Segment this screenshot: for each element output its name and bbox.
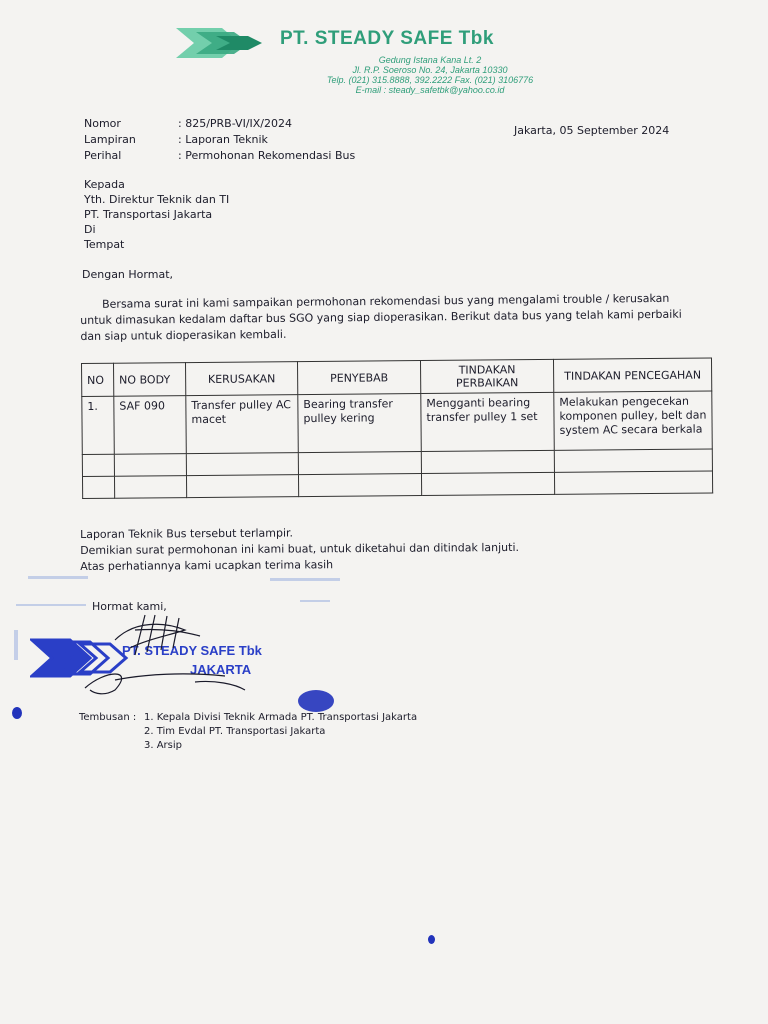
table-empty-row — [82, 471, 712, 498]
empty-cell — [82, 476, 114, 498]
recipient-line: PT. Transportasi Jakarta — [84, 208, 213, 221]
closing-line: Demikian surat permohonan ini kami buat, untuk diketahui dan ditindak lanjuti. — [80, 540, 520, 557]
stamp-company-name: PT. STEADY SAFE Tbk — [122, 643, 262, 658]
header-penyebab: PENYEBAB — [297, 361, 420, 395]
address-line: Jl. R.P. Soeroso No. 24, Jakarta 10330 — [352, 65, 508, 75]
place-date: Jakarta, 05 September 2024 — [514, 124, 670, 137]
handwritten-signature — [75, 610, 295, 700]
meta-value: : Permohonan Rekomendasi Bus — [178, 149, 356, 162]
recipient-line: Yth. Direktur Teknik dan TI — [84, 193, 230, 206]
empty-cell — [298, 452, 421, 475]
empty-cell — [554, 471, 712, 494]
header-tindakan-perbaikan: TINDAKAN PERBAIKAN — [420, 359, 553, 393]
closing-paragraph — [80, 524, 519, 575]
header-no: NO — [82, 363, 114, 396]
empty-cell — [298, 474, 421, 497]
meta-label: Perihal — [84, 149, 122, 162]
meta-value: : 825/PRB-VI/IX/2024 — [178, 117, 293, 130]
recipient-line: Di — [84, 223, 96, 236]
cell-no: 1. — [82, 396, 115, 454]
ink-dot — [298, 690, 334, 712]
cell-tindakan-pencegahan: Melakukan pengecekan komponen pulley, belt dan system AC secara berkala — [554, 391, 713, 450]
meta-nomor — [84, 116, 355, 132]
cc-item: 3. Arsip — [144, 740, 183, 751]
empty-cell — [186, 453, 298, 476]
empty-cell — [186, 475, 298, 498]
greeting: Dengan Hormat, — [82, 268, 173, 281]
letter-meta — [84, 116, 355, 164]
bus-data-table — [81, 357, 713, 499]
meta-lampiran — [84, 132, 355, 148]
cc-item: 2. Tim Evdal PT. Transportasi Jakarta — [144, 726, 326, 737]
empty-cell — [421, 472, 554, 495]
phone-line: Telp. (021) 315.8888, 392.2222 Fax. (021) 3106776 — [326, 75, 534, 85]
address-line: Gedung Istana Kana Lt. 2 — [378, 55, 482, 65]
email-line: E-mail : steady_safetbk@yahoo.co.id — [355, 85, 505, 95]
cc-item: 1. Kepala Divisi Teknik Armada PT. Transportasi Jakarta — [144, 712, 418, 723]
recipient-block — [84, 177, 229, 252]
meta-label: Nomor — [84, 117, 121, 130]
cell-penyebab: Bearing transfer pulley kering — [298, 394, 422, 453]
company-logo-icon — [176, 24, 276, 62]
meta-value: : Laporan Teknik — [178, 133, 268, 146]
meta-perihal — [84, 148, 355, 164]
empty-cell — [114, 454, 186, 477]
letterhead-address — [290, 55, 570, 95]
header-kerusakan: KERUSAKAN — [186, 362, 298, 396]
cell-no-body: SAF 090 — [114, 396, 187, 455]
recipient-line: Kepada — [84, 178, 125, 191]
closing-line: Laporan Teknik Bus tersebut terlampir. — [80, 526, 294, 541]
closing-line: Atas perhatiannya kami ucapkan terima kasih — [80, 558, 334, 573]
intro-text: Bersama surat ini kami sampaikan permohonan rekomendasi bus yang mengalami trouble / kerusakan untuk dimasukan kedalam daftar bus SGO yang siap dioperasikan. Berikut data bus yang telah kami perbaiki dan siap untuk dioperasikan kembali. — [80, 291, 682, 343]
intro-paragraph — [80, 291, 690, 345]
recipient-line: Tempat — [84, 238, 125, 251]
header-tindakan-pencegahan: TINDAKAN PENCEGAHAN — [553, 358, 711, 392]
regards: Hormat kami, — [92, 600, 167, 613]
cc-label: Tembusan : — [79, 712, 137, 723]
ink-dot — [12, 707, 22, 719]
letterhead-company-name: PT. STEADY SAFE Tbk — [280, 28, 494, 49]
table-header-row — [82, 358, 712, 396]
cell-kerusakan: Transfer pulley AC macet — [186, 395, 299, 454]
header-no-body: NO BODY — [114, 363, 186, 397]
empty-cell — [114, 476, 186, 499]
empty-cell — [421, 450, 554, 473]
cell-tindakan-perbaikan: Mengganti bearing transfer pulley 1 set — [421, 392, 555, 451]
cc-block — [79, 711, 417, 753]
ink-dot — [428, 935, 435, 944]
empty-cell — [554, 449, 712, 472]
stamp-city: JAKARTA — [190, 662, 252, 677]
table-row — [82, 391, 712, 454]
cc-list — [144, 711, 417, 753]
empty-cell — [82, 454, 114, 476]
meta-label: Lampiran — [84, 133, 136, 146]
